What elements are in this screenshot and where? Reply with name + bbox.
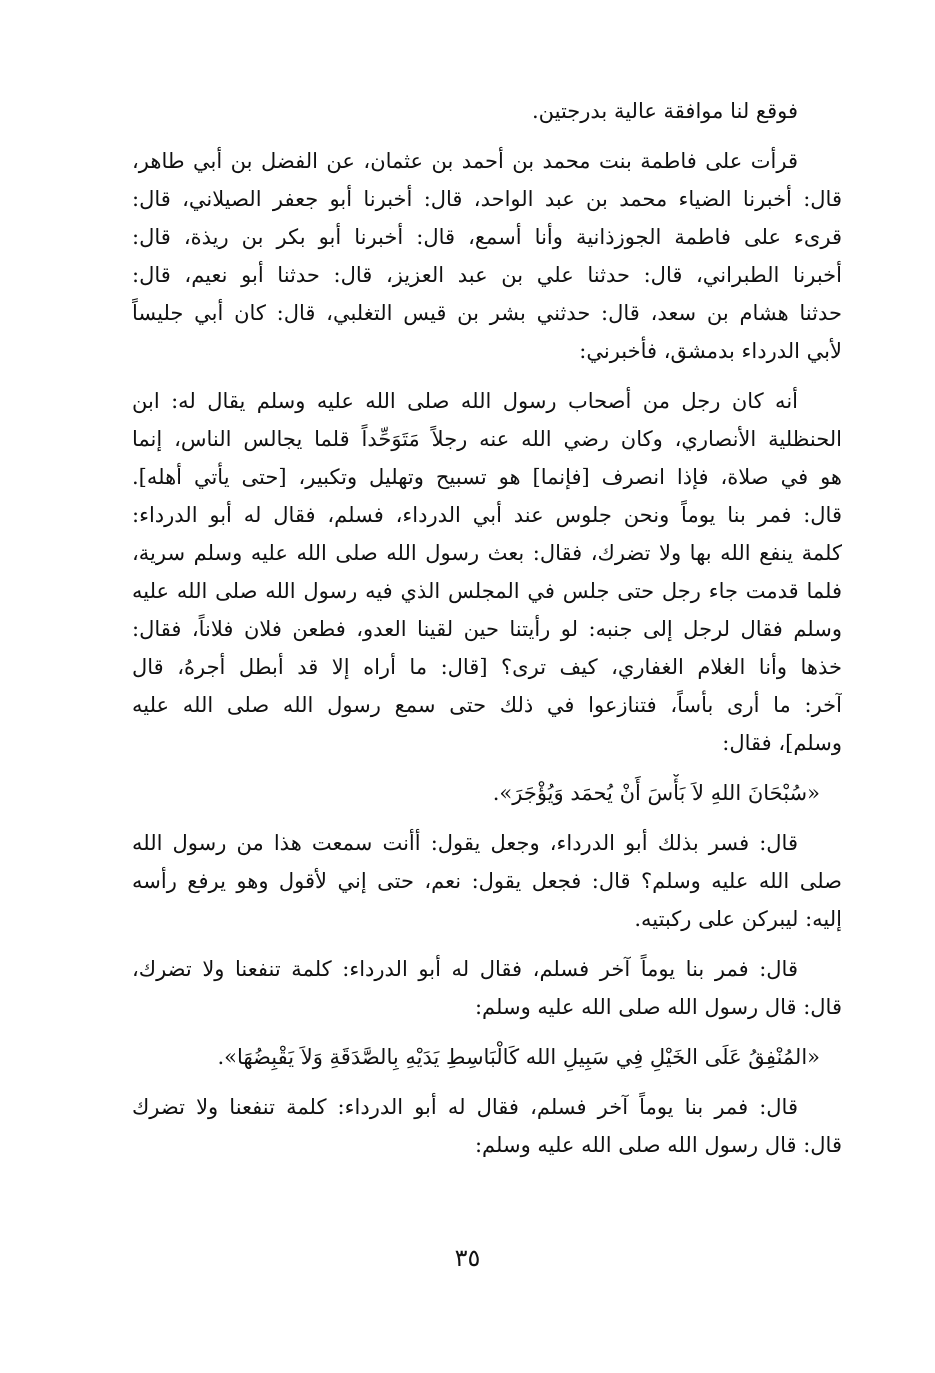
text-line: فوقع لنا موافقة عالية بدرجتين.	[531, 99, 798, 123]
text-line: قال: فمر بنا يوماً آخر فسلم، فقال له أبو الدرداء: كلمة تنفعنا ولا تضرك،	[132, 957, 798, 981]
text-line: فلما قدمت جاء رجل حتى جلس في المجلس الذي فيه رسول الله صلى الله عليه	[132, 579, 842, 603]
text-line: قرىء على فاطمة الجوزذانية وأنا أسمع، قال: أخبرنا أبو بكر بن ريذة، قال:	[132, 225, 842, 249]
quote-line: «المُنْفِقُ عَلَى الخَيْلِ فِي سَبِيلِ الله كَالْبَاسِطِ يَدَيْهِ بِالصَّدَقَةِ وَلاَ يَقْبِضُهَا».	[217, 1045, 820, 1069]
paragraph-narration	[132, 382, 842, 762]
quote-line: «سُبْحَانَ اللهِ لاَ بَأْسَ أَنْ يُحمَد وَيُؤْجَرَ».	[492, 781, 820, 805]
text-line: قال: فمر بنا يوماً آخر فسلم، فقال له أبو الدرداء: كلمة تنفعنا ولا تضرك	[132, 1095, 798, 1119]
text-line: قال: فمر بنا يوماً ونحن جلوس عند أبي الدرداء، فسلم، فقال له أبو الدرداء:	[132, 503, 842, 527]
paragraph-second-visit	[132, 950, 842, 1026]
text-line: لأبي الدرداء بدمشق، فأخبرني:	[579, 339, 842, 363]
text-line: قرأت على فاطمة بنت محمد بن أحمد بن عثمان، عن الفضل بن أبي طاهر،	[132, 149, 798, 173]
text-line: قال: فسر بذلك أبو الدرداء، وجعل يقول: أأنت سمعت هذا من رسول الله	[132, 831, 798, 855]
text-line: آخر: ما أرى بأساً، فتنازعوا في ذلك حتى سمع رسول الله صلى الله عليه	[132, 693, 842, 717]
text-line: حدثنا هشام بن سعد، قال: حدثني بشر بن قيس التغلبي، قال: كان أبي جليساً	[132, 301, 842, 325]
text-line: كلمة ينفع الله بها ولا تضرك، فقال: بعث رسول الله صلى الله عليه وسلم سرية،	[132, 541, 842, 565]
text-line: خذها وأنا الغلام الغفاري، كيف ترى؟ [قال: ما أراه إلا قد أبطل أجرهُ، قال	[132, 655, 842, 679]
text-line: قال: قال رسول الله صلى الله عليه وسلم:	[474, 995, 842, 1019]
paragraph-third-visit	[132, 1088, 842, 1164]
text-line: وسلم فقال لرجل إلى جنبه: لو رأيتنا حين لقينا العدو، فطعن فلان فلاناً، فقال:	[132, 617, 842, 641]
text-line: قال: قال رسول الله صلى الله عليه وسلم:	[474, 1133, 842, 1157]
text-line: الحنظلية الأنصاري، وكان رضي الله عنه رجلاً مَتَوَحِّداً قلما يجالس الناس، إنما	[132, 427, 842, 451]
hadith-quote-2	[132, 1038, 842, 1076]
hadith-quote-1	[132, 774, 842, 812]
paragraph-isnad	[132, 142, 842, 370]
text-line: إليه: ليبركن على ركبتيه.	[634, 907, 842, 931]
text-line: قال: أخبرنا الضياء محمد بن عبد الواحد، قال: أخبرنا أبو جعفر الصيلاني، قال:	[132, 187, 842, 211]
page-number: ٣٥	[454, 1244, 481, 1272]
text-line: صلى الله عليه وسلم؟ قال: فجعل يقول: نعم، حتى إني لأقول وهو يرفع رأسه	[132, 869, 842, 893]
page-body	[132, 92, 842, 1176]
text-line: أنه كان رجل من أصحاب رسول الله صلى الله عليه وسلم يقال له: ابن	[132, 389, 798, 413]
text-line: أخبرنا الطبراني، قال: حدثنا علي بن عبد العزيز، قال: حدثنا أبو نعيم، قال:	[132, 263, 842, 287]
paragraph-response	[132, 824, 842, 938]
text-line: وسلم]، فقال:	[722, 731, 842, 755]
paragraph-opening	[132, 92, 842, 130]
text-line: هو في صلاة، فإذا انصرف [فإنما] هو تسبيح وتهليل وتكبير، [حتى يأتي أهله].	[132, 465, 842, 489]
